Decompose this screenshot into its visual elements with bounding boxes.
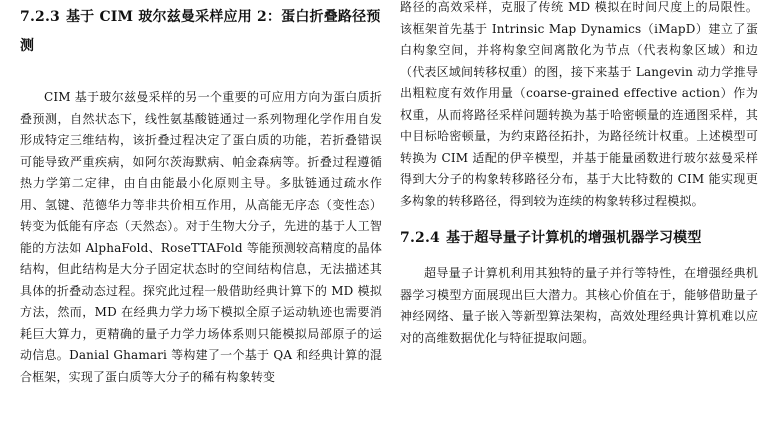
section-paragraph: 超导量子计算机利用其独特的量子并行等特性，在增强经典机器学习模型方面展现出巨大潜力。其核心价值在于，能够借助量子神经网络、量子嵌入等新型算法架构，高效处理经典计算机难以应对的高维数据优化与特征提取问题。 [400,266,758,345]
section-heading-7-2-4 [400,224,758,253]
section-title: 基于 CIM 玻尔兹曼采样应用 2：蛋白折叠路径预测 [20,9,381,54]
section-paragraph: CIM 基于玻尔兹曼采样的另一个重要的可应用方向为蛋白质折叠预测，自然状态下，线性氨基酸链通过一系列物理化学作用自发形成特定三维结构，该折叠过程决定了蛋白质的功能，若折叠错误可能导致严重疾病，如阿尔茨海默病、帕金森病等。折叠过程遵循热力学第二定律，由自由能最小化原则主导。多肽链通过疏水作用、氢键、范德华力等非共价相互作用，从高能无序态（变性态）转变为低能有序态（天然态）。对于生物大分子，先进的基于人工智能的方法如 AlphaFold、RoseTTAFold 等能预测较高精度的晶体结构，但此结构是大分子固定状态时的空间结构信息，无法描述其具体的折叠动态过程。探究此过程一般借助经典计算下的 MD 模拟方法，然而，MD 在经典力学力场下模拟全原子运动轨迹也需要消耗巨大算力，更精确的量子力学力场体系则只能模拟局部原子的运动信息。Danial Ghamari 等构建了一个基于 QA 和经典计算的混合框架，实现了蛋白质等大分子的稀有构象转变 [20,90,382,384]
left-column [20,0,382,388]
section-title: 基于超导量子计算机的增强机器学习模型 [445,230,702,246]
right-column [400,0,758,349]
section-number: 7.2.3 [20,9,60,25]
section-number: 7.2.4 [400,230,440,246]
section-heading-7-2-3 [20,3,382,61]
continuation-paragraph: 路径的高效采样，克服了传统 MD 模拟在时间尺度上的局限性。该框架首先基于 Intrinsic Map Dynamics（iMapD）建立了蛋白构象空间，并将构象空间离散化为节点（代表构象区域）和边（代表区域间转移权重）的图，接下来基于 Langevin 动力学推导出粗粒度有效作用量（coarse-grained effective action）作为权重，从而将路径采样问题转换为基于哈密顿量的连通图采样，其中目标哈密顿量，为约束路径拓扑，为路径统计权重。上述模型可转换为 CIM 适配的伊辛模型，并基于能量函数进行玻尔兹曼采样得到大分子的构象转移路径分布，基于大比特数的 CIM 能实现更多构象的转移路径，得到较为连续的构象转移过程模拟。 [400,0,758,208]
